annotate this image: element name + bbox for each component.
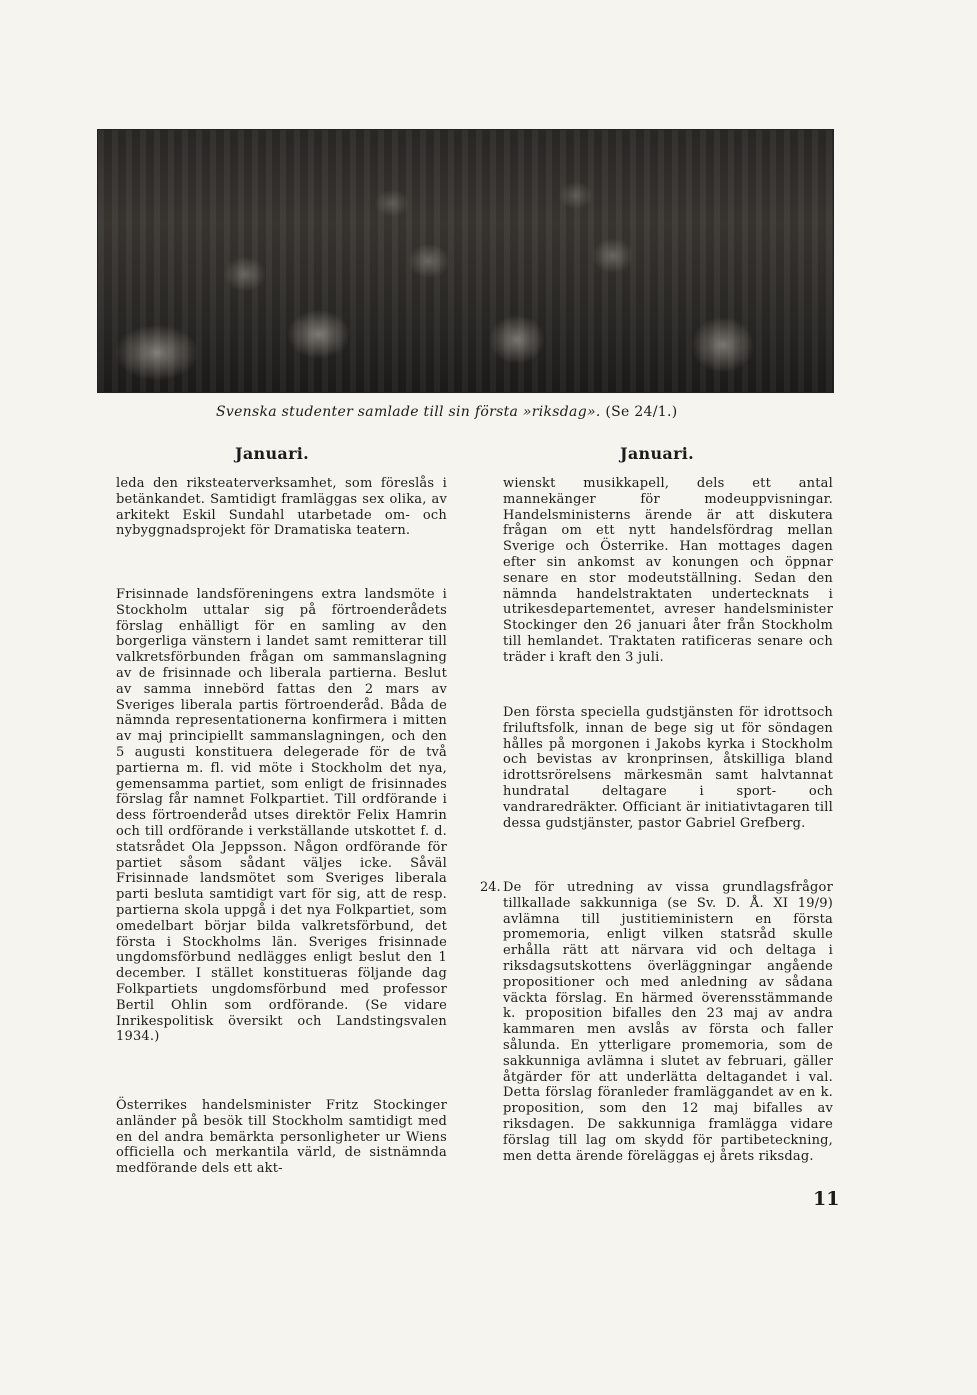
right-month-heading: Januari. — [620, 444, 695, 463]
paragraph-folkpartiet: Frisinnade landsföreningens extra landsmöte i Stockholm uttalar sig på förtroenderådets förslag enhälligt för en samling av den borgerliga vänstern i landet samt remitterar till valkretsförbunden frågan om sammanslagning av de frisinnade och liberala partierna. Beslut av samma innebörd fattas den 2 mars av Sveriges liberala partis förtroenderåd. Båda de nämnda representationerna konfirmera i mitten av maj principiellt sammanslagningen, och den 5 augusti konstituera delegerade för de två partierna m. fl. vid möte i Stockholm det nya, gemensamma partiet, som enligt de frisinnades förslag får namnet Folkpartiet. Till ordförande i dess förtroenderåd utses direktör Felix Hamrin och till ordförande i verkställande utskottet f. d. statsrådet Ola Jeppsson. Någon ordförande för partiet såsom sådant väljes icke. Såväl Frisinnade landsmötet som Sveriges liberala parti besluta samtidigt vart för sig, att de resp. partierna skola uppgå i det nya Folkpartiet, som omedelbart börjar bilda valkretsförbund, det första i Stockholms län. Sveriges frisinnade ungdomsförbund nedlägges enligt beslut den 1 december. I stället konstitueras följande dag Folkpartiets ungdomsförbund med professor Bertil Ohlin som ordförande. (Se vidare Inrikespolitisk översikt och Landstingsvalen 1934.) — [116, 587, 447, 1045]
caption-reference: (Se 24/1.) — [605, 404, 678, 420]
photo-caption — [216, 404, 736, 420]
paragraph-handelsfordrag: wienskt musikkapell, dels ett antal mannekänger för modeuppvisningar. Handelsministerns ärende är att diskutera frågan om ett nytt handelsfördrag mellan Sverige och Österrike. Han mottages dagen efter sin ankomst av konungen och öppnar senare en stor modeutställning. Sedan den nämnda handelstraktaten undertecknats i utrikesdepartementet, avreser handelsminister Stockinger den 26 januari åter från Stockholm till hemlandet. Traktaten ratificeras senare och träder i kraft den 3 juli. — [503, 476, 833, 665]
paragraph-riksteater: leda den riksteaterverksamhet, som föreslås i betänkandet. Samtidigt framläggas sex olika, av arkitekt Eskil Sundahl utarbetade om- och nybyggnadsprojekt för Dramatiska teatern. — [116, 476, 447, 539]
left-month-heading: Januari. — [235, 444, 310, 463]
page-number: 11 — [813, 1188, 840, 1210]
paragraph-grundlagsfragor: De för utredning av vissa grundlagsfrågor tillkallade sakkunniga (se Sv. D. Å. XI 19/9) avlämna till justitieministern en första promemoria, enligt vilken statsråd skulle erhålla rätt att närvara vid och deltaga i riksdagsutskottens överläggningar angående propositioner och med anledning av sådana väckta förslag. En härmed överensstämmande k. proposition bifalles den 23 maj av andra kammaren men avslås av första och faller sålunda. En ytterligare promemoria, som de sakkunniga avlämna i slutet av februari, gäller åtgärder för att underlätta deltagandet i val. Detta förslag föranleder framläggandet av en k. proposition, som den 12 maj bifalles av riksdagen. De sakkunniga framlägga vidare förslag till lag om skydd för partibeteckning, men detta ärende föreläggas ej årets riksdag. — [503, 880, 833, 1164]
paragraph-gudstjanst: Den första speciella gudstjänsten för idrottsoch friluftsfolk, innan de bege sig ut för söndagen hålles på morgonen i Jakobs kyrka i Stockholm och bevistas av kronprinsen, åtskilliga bland idrottsrörelsens märkesmän samt halvtannat hundratal deltagare i sport- och vandraredräkter. Officiant är initiativtagaren till dessa gudstjänster, pastor Gabriel Grefberg. — [503, 705, 833, 831]
paragraph-stockinger: Österrikes handelsminister Fritz Stockinger anländer på besök till Stockholm samtidigt med en del andra bemärkta personligheter ur Wiens officiella och merkantila värld, de sistnämnda medförande dels ett akt- — [116, 1098, 447, 1177]
date-marker: 24. — [480, 880, 501, 895]
caption-text: Svenska studenter samlade till sin första »riksdag». — [216, 404, 601, 420]
student-assembly-photo — [97, 129, 834, 393]
